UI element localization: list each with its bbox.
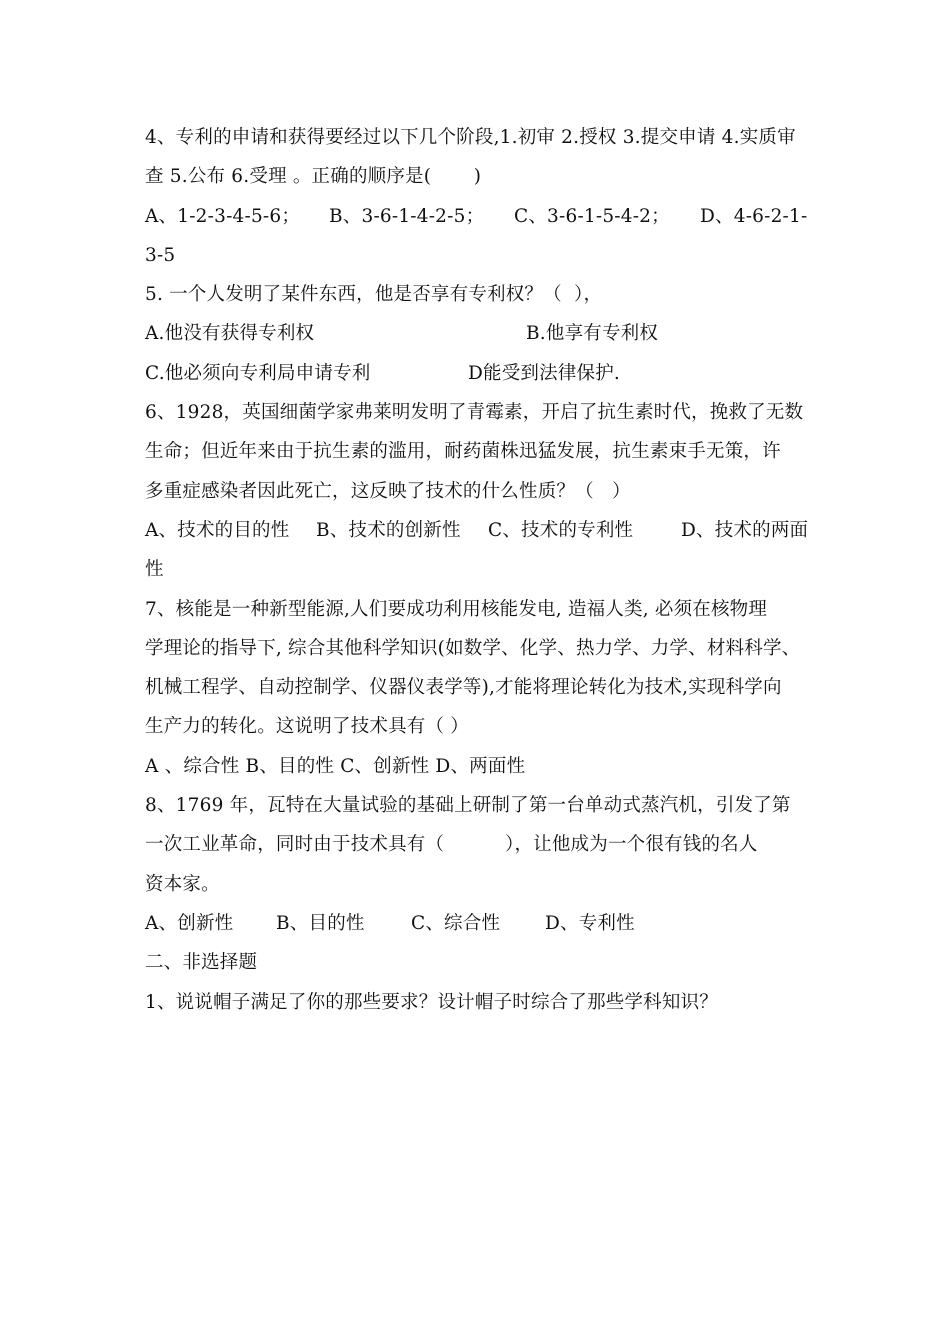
q4-stem-line-1: 4、专利的申请和获得要经过以下几个阶段,1.初审 2.授权 3.提交申请 4.实质审: [145, 127, 796, 148]
q8-stem-line-1: 8、1769 年，瓦特在大量试验的基础上研制了第一台单动式蒸汽机，引发了第: [145, 795, 791, 817]
q7-stem-line-4: 生产力的转化。这说明了技术具有（ ）: [145, 716, 469, 738]
q4-option-d: D、4-6-2-1-: [700, 205, 808, 227]
section-2-heading: 二、非选择题: [145, 952, 258, 974]
q6-options: [145, 511, 825, 550]
q5-option-a: A.他没有获得专利权: [145, 323, 315, 345]
q5-stem: 5. 一个人发明了某件东西，他是否享有专利权？（ ），: [145, 284, 603, 306]
q7-stem-line-3: 机械工程学、自动控制学、仪器仪表学等),才能将理论转化为技术,实现科学向: [145, 677, 782, 699]
question-5: [145, 275, 825, 393]
q8-option-a: A、创新性: [145, 912, 234, 934]
q4-stem-line-2: 查 5.公布 6.受理 。正确的顺序是( ): [145, 166, 482, 188]
q7-stem-line-1: 7、核能是一种新型能源,人们要成功利用核能发电, 造福人类, 必须在核物理: [145, 598, 768, 620]
q6-option-b: B、技术的创新性: [316, 519, 461, 541]
section-non-choice: [145, 943, 825, 1022]
q4-options-cont: 3-5: [145, 244, 176, 266]
q5-options-row-1: [145, 314, 825, 353]
q5-option-c: C.他必须向专利局申请专利: [145, 362, 371, 384]
q6-option-a: A、技术的目的性: [145, 519, 290, 541]
q4-options: [145, 197, 825, 236]
q6-option-d: D、技术的两面: [681, 519, 809, 541]
q8-options: [145, 904, 825, 943]
q5-option-d: D能受到法律保护.: [468, 362, 621, 384]
q8-option-c: C、综合性: [411, 912, 501, 934]
q5-options-row-2: [145, 354, 825, 393]
q8-option-b: B、目的性: [276, 912, 365, 934]
q6-stem-line-3: 多重症感染者因此死亡，这反映了技术的什么性质？（ ）: [145, 480, 631, 502]
q7-options: A 、综合性 B、目的性 C、创新性 D、两面性: [145, 755, 526, 777]
question-4: [145, 118, 825, 275]
q5-option-b: B.他享有专利权: [526, 323, 659, 345]
q6-option-c: C、技术的专利性: [488, 519, 634, 541]
q6-options-cont: 性: [145, 559, 164, 581]
question-6: [145, 393, 825, 589]
document-content: [145, 118, 825, 1022]
question-8: [145, 786, 825, 943]
q6-stem-line-2: 生命；但近年来由于抗生素的滥用，耐药菌株迅猛发展，抗生素束手无策，许: [145, 441, 781, 463]
q8-option-d: D、专利性: [545, 912, 635, 934]
q4-option-a: A、1-2-3-4-5-6；: [145, 205, 301, 227]
q4-option-c: C、3-6-1-5-4-2；: [514, 205, 670, 227]
q6-stem-line-1: 6、1928，英国细菌学家弗莱明发明了青霉素，开启了抗生素时代，挽救了无数: [145, 402, 804, 424]
q8-stem-line-2: 一次工业革命，同时由于技术具有（ ），让他成为一个很有钱的名人: [145, 834, 758, 856]
question-7: [145, 590, 825, 786]
q4-option-b: B、3-6-1-4-2-5；: [329, 205, 485, 227]
q7-stem-line-2: 学理论的指导下, 综合其他科学知识(如数学、化学、热力学、力学、材料科学、: [145, 637, 801, 659]
section-2-question-1: 1、说说帽子满足了你的那些要求？设计帽子时综合了那些学科知识？: [145, 991, 718, 1013]
q8-stem-line-3: 资本家。: [145, 873, 220, 895]
